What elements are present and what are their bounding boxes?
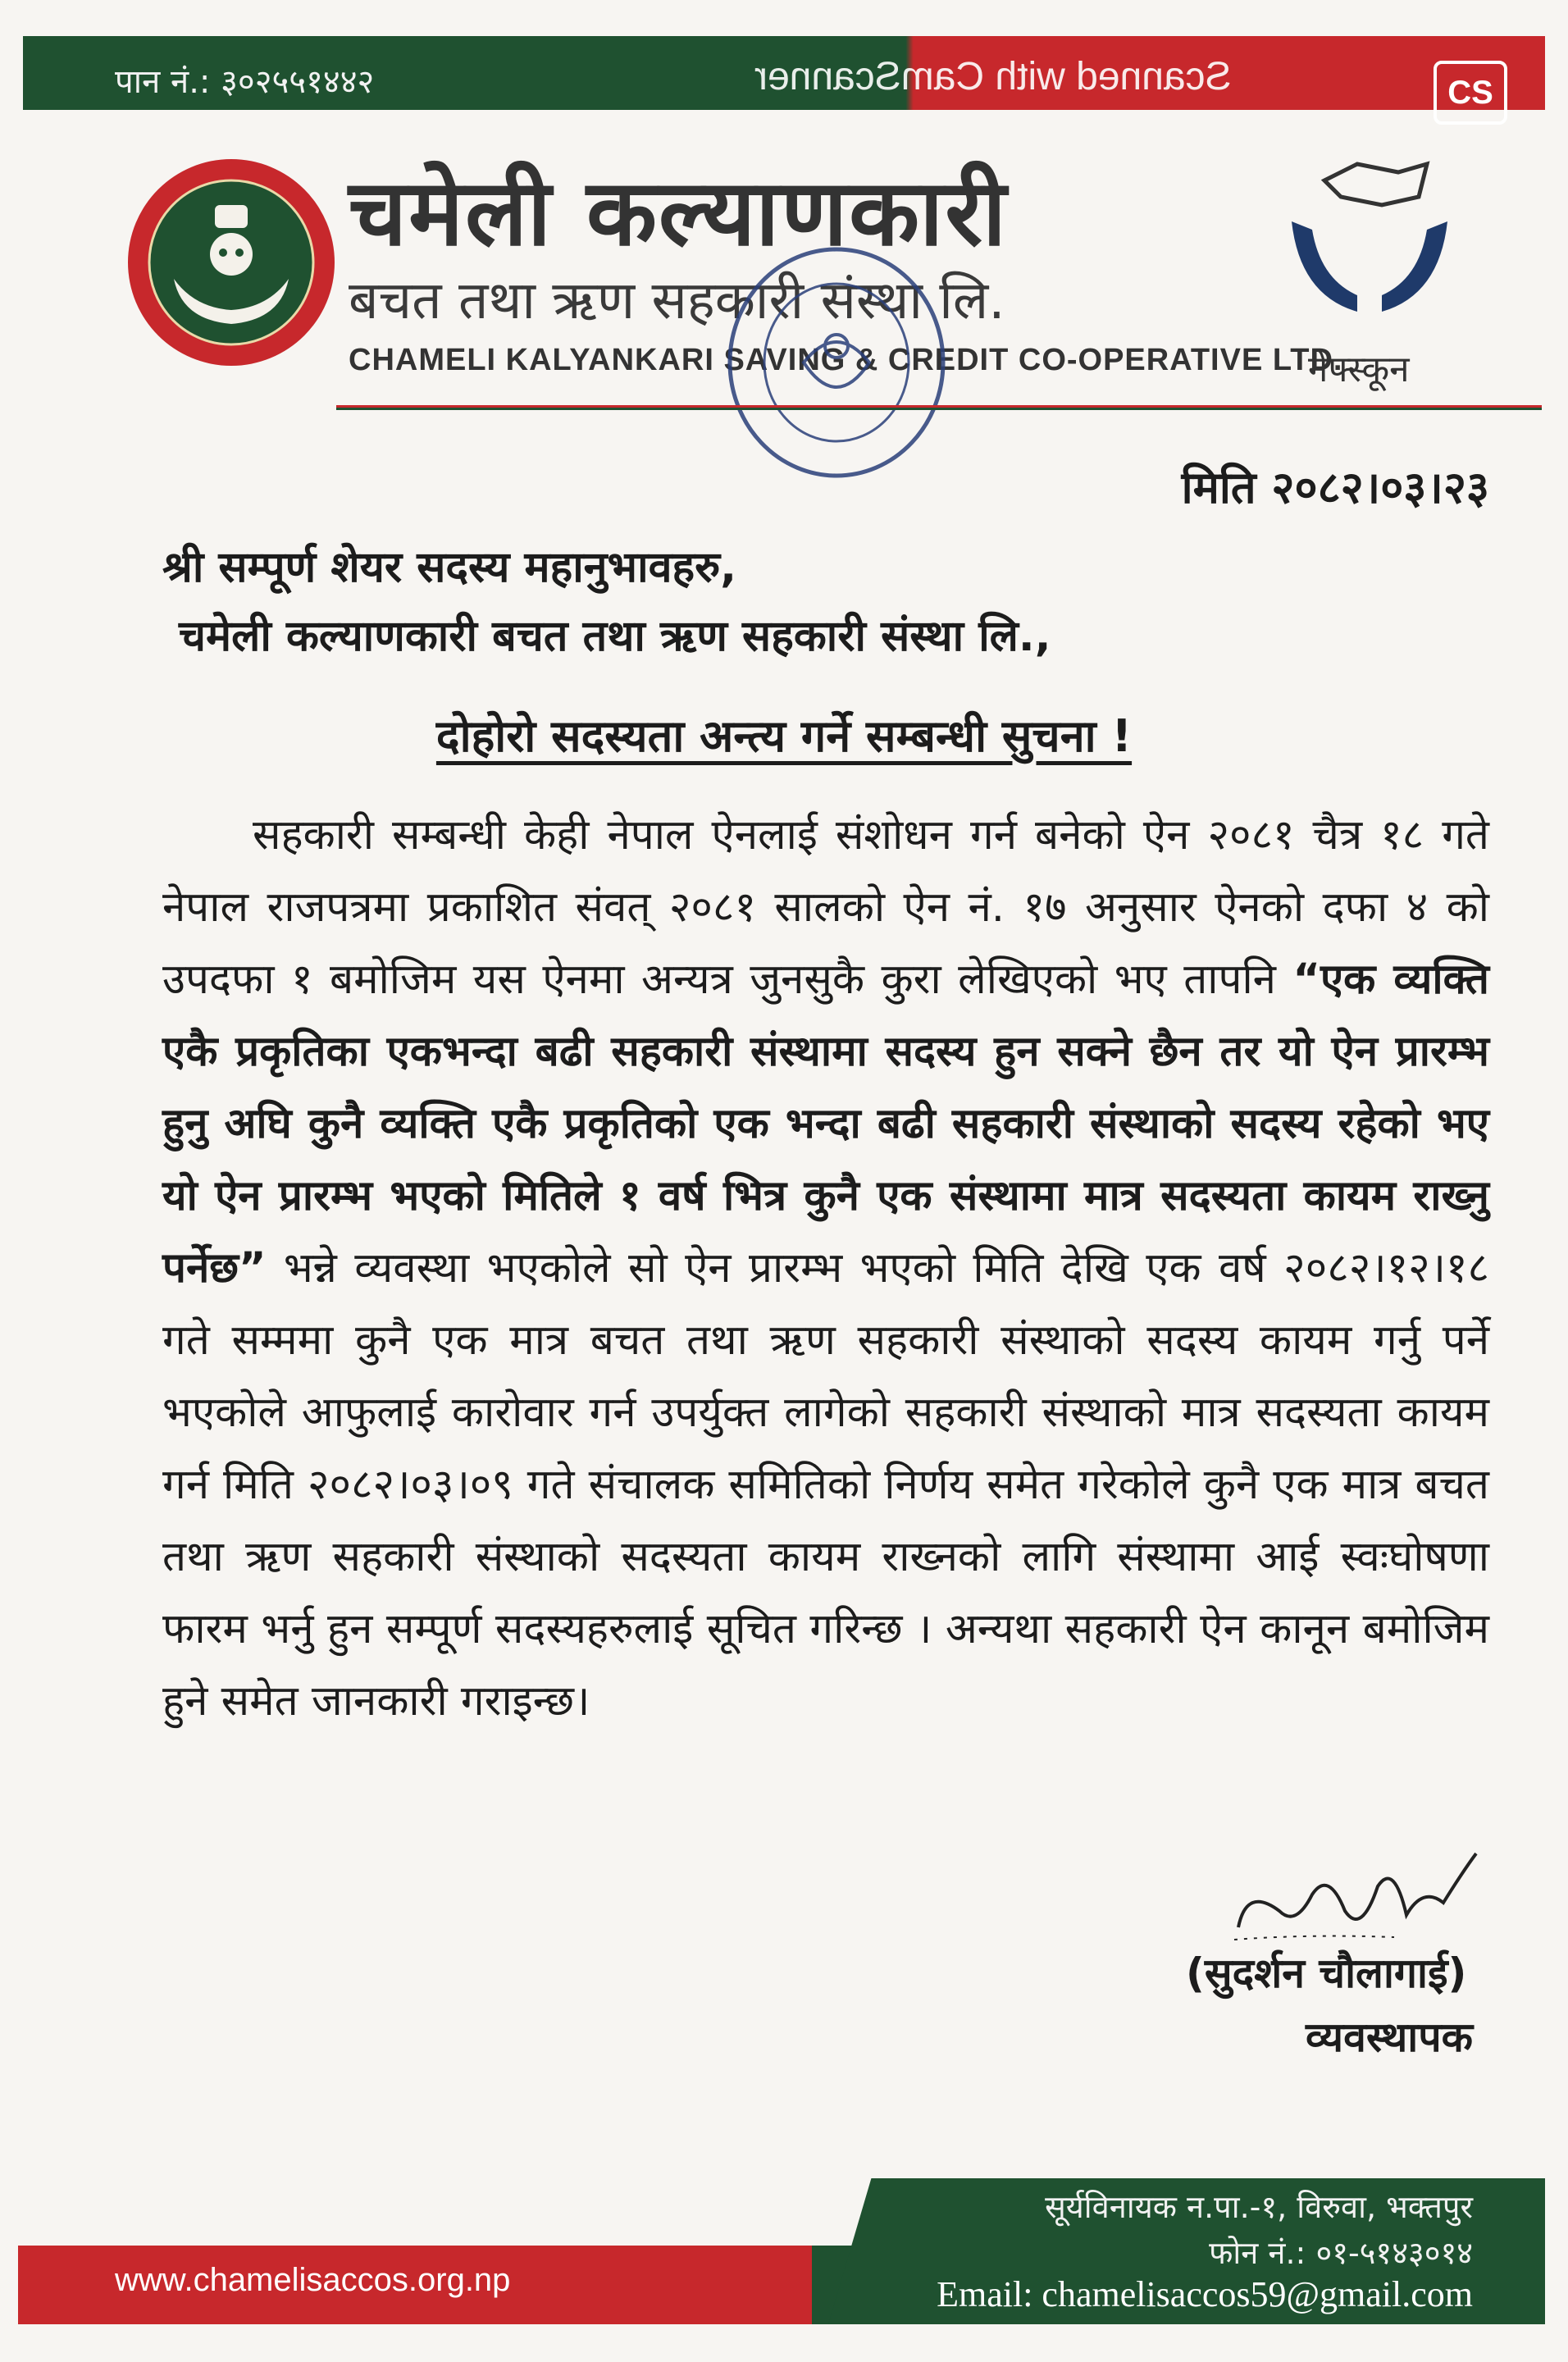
website-link[interactable]: www.chamelisaccos.org.np: [115, 2262, 511, 2298]
footer-email[interactable]: Email: chamelisaccos59@gmail.com: [937, 2274, 1473, 2314]
signer-name: (सुदर्शन चौलागाई): [1186, 1949, 1467, 1997]
org-name-english: CHAMELI KALYANKARI SAVING & CREDIT CO-OPERATIVE LTD.: [349, 343, 1343, 377]
signer-role: व्यवस्थापक: [1306, 2013, 1474, 2061]
addressee-line-1: श्री सम्पूर्ण शेयर सदस्य महानुभावहरु,: [162, 543, 736, 592]
body-part-2: भन्ने व्यवस्था भएकोले सो ऐन प्रारम्भ भएको मिति देखि एक वर्ष २०८२।१२।१८ गते सम्ममा कुनै एक मात्र बचत तथा ऋण सहकारी संस्थाको सदस्य कायम गर्नु पर्ने भएकोले आफुलाई कारोवार गर्न उपर्युक्त लागेको सहकारी संस्थाको मात्र सदस्यता कायम गर्न मिति २०८२।०३।०९ गते संचालक समितिको निर्णय समेत गरेकोले कुनै एक मात्र बचत तथा ऋण सहकारी संस्थाको सदस्यता कायम राख्नको लागि संस्थामा आई स्वःघोषणा फारम भर्नु हुन सम्पूर्ण सदस्यहरुलाई सूचित गरिन्छ । अन्यथा सहकारी ऐन कानून बमोजिम हुने समेत जानकारी गराइन्छ।: [162, 1244, 1489, 1726]
nefscun-logo-icon: [1275, 148, 1464, 328]
org-subtitle-nepali: बचत तथा ऋण सहकारी संस्था लि.: [349, 271, 1005, 331]
handwritten-signature: [1230, 1837, 1493, 1952]
camscanner-watermark: Scanned with CamScanner: [754, 55, 1232, 98]
camscanner-badge: CS: [1434, 61, 1507, 125]
letter-date: मिति २०८२।०३।२३: [1181, 462, 1489, 513]
nefscun-label: नेफ्स्कून: [1308, 349, 1410, 390]
org-name-nepali: चमेली कल्याणकारी: [349, 160, 1009, 267]
letter-subject: [0, 704, 1568, 764]
subject-text: दोहोरो सदस्यता अन्त्य गर्ने सम्बन्धी सुचना !: [435, 710, 1133, 762]
letter-body: [162, 800, 1489, 1738]
footer-address: सूर्यविनायक न.पा.-१, विरुवा, भक्तपुर: [1045, 2189, 1473, 2225]
addressee-line-2: चमेली कल्याणकारी बचत तथा ऋण सहकारी संस्था लि.,: [179, 612, 1051, 661]
addressee: [162, 533, 1051, 671]
footer-phone: फोन नं.: ०१-५१४३०१४: [1209, 2235, 1473, 2271]
body-part-1: सहकारी सम्बन्धी केही नेपाल ऐनलाई संशोधन गर्न बनेको ऐन २०८१ चैत्र १८ गते नेपाल राजपत्रमा प्रकाशित संवत् २०८१ सालको ऐन नं. १७ अनुसार ऐनको दफा ४ को उपदफा १ बमोजिम यस ऐनमा अन्यत्र जुनसुकै कुरा लेखिएको भए तापनि: [162, 811, 1489, 1004]
body-quote: “एक व्यक्ति एकै प्रकृतिका एकभन्दा बढी सहकारी संस्थामा सदस्य हुन सक्ने छैन तर यो ऐन प्रारम्भ हुनु अघि कुनै व्यक्ति एकै प्रकृतिको एक भन्दा बढी सहकारी संस्थाको सदस्य रहेको भए यो ऐन प्रारम्भ भएको मितिले १ वर्ष भित्र कुनै एक संस्थामा मात्र सदस्यता कायम राख्नु पर्नेछ”: [162, 955, 1489, 1293]
registration-number: पान नं.: ३०२५५१४४२: [115, 63, 375, 101]
cooperative-logo-icon: [125, 156, 338, 369]
official-seal-stamp: [722, 239, 951, 486]
header-divider: [336, 405, 1542, 410]
